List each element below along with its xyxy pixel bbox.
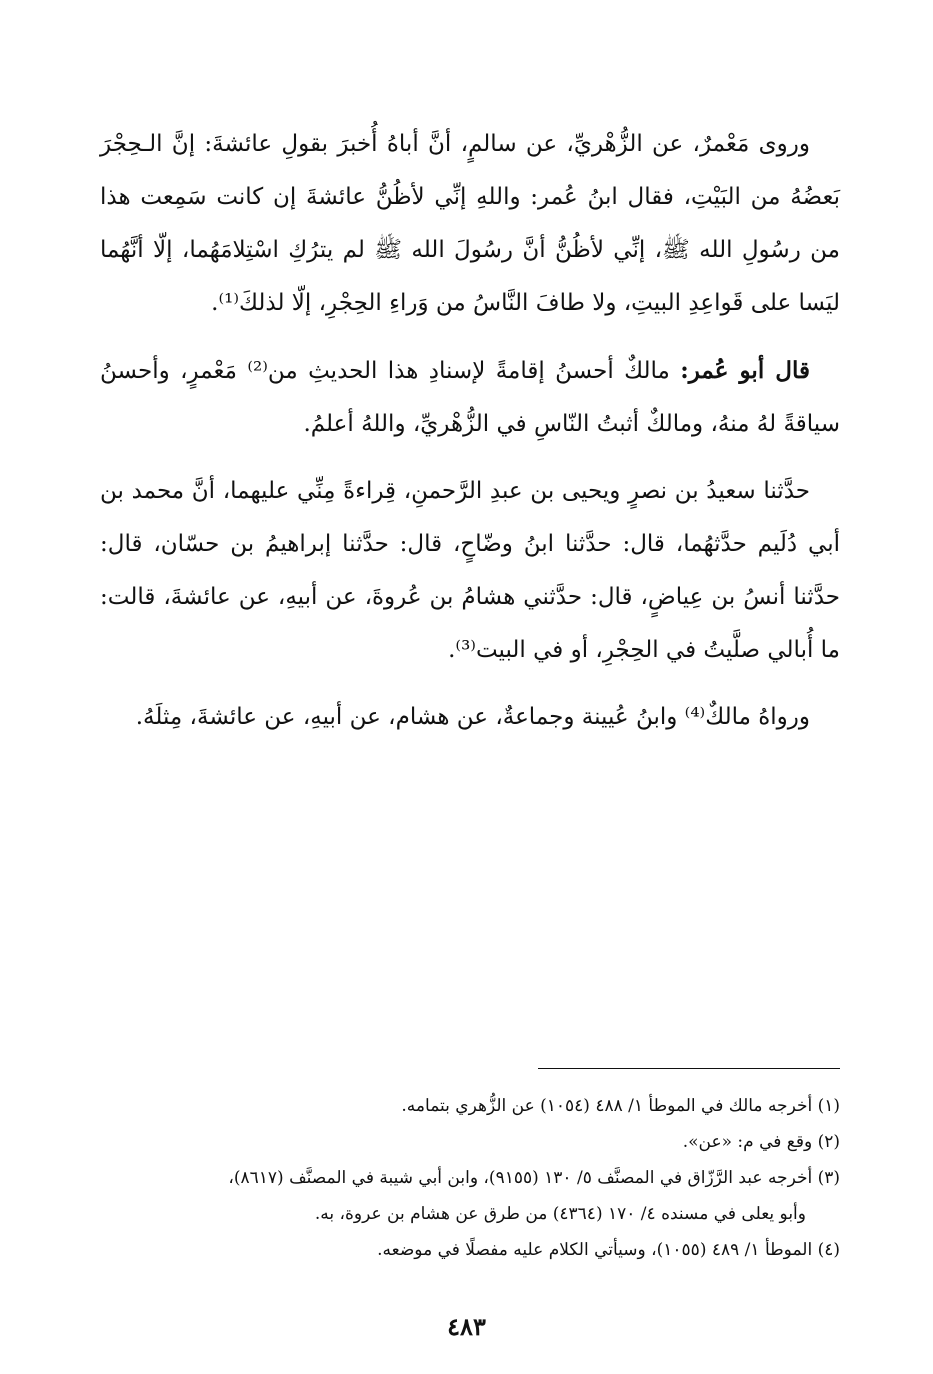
paragraph-4: ورواهُ مالكٌ⁽⁴⁾ وابنُ عُيينة وجماعةٌ، عن هشام، عن أبيهِ، عن عائشةَ، مِثلَهُ. (135, 704, 810, 730)
footnote-3-continuation: وأبو يعلى في مسنده ٤/ ١٧٠ (٤٣٦٤) من طرق عن هشام بن عروة، به. (314, 1204, 806, 1224)
footnote-2: (٢) وقع في م: «عن». (682, 1132, 840, 1152)
footnote-separator (538, 1068, 840, 1069)
footnote-3: (٣) أخرجه عبد الرَّزّاق في المصنَّف ٥/ ١٣٠ (٩١٥٥)، وابن أبي شيبة في المصنَّف (٨٦١٧)، (228, 1168, 840, 1188)
paragraph-2-text: مالكٌ أحسنُ إقامةً لإسنادِ هذا الحديثِ من⁽²⁾ مَعْمرٍ، وأحسنُ سياقةً لهُ منهُ، ومالكٌ أثبتُ النّاسِ في الزُّهْريِّ، واللهُ أعلمُ. (100, 358, 840, 437)
paragraph-3: حدَّثنا سعيدُ بن نصرٍ ويحيى بن عبدِ الرَّحمنِ، قِراءةً مِنِّي عليهما، أنَّ محمد بن أبي دُلَيم حدَّثهُما، قال: حدَّثنا ابنُ وضّاحٍ، قال: حدَّثنا إبراهيمُ بن حسّان، قال: حدَّثنا أنسُ بن عِياضٍ، قال: حدَّثني هشامُ بن عُروةَ، عن أبيهِ، عن عائشةَ، قالت: ما أُبالي صلَّيتُ في الحِجْرِ، أو في البيت⁽³⁾. (100, 478, 840, 663)
paragraph-1: وروى مَعْمرٌ، عن الزُّهْريِّ، عن سالمٍ، أنَّ أباهُ أُخبرَ بقولِ عائشةَ: إنَّ الـحِجْرَ بَعضُهُ من البَيْتِ، فقال ابنُ عُمر: واللهِ إنِّي لأظُنُّ عائشةَ إن كانت سَمِعت هذا من رسُولِ الله ﷺ، إنِّي لأظُنُّ أنَّ رسُولَ الله ﷺ لم يترُكِ اسْتِلامَهُما، إلّا أنَّهُما ليَسا على قَواعِدِ البيتِ، ولا طافَ النَّاسُ من وَراءِ الحِجْرِ، إلّا لذلكَ⁽¹⁾. (100, 131, 840, 316)
paragraph-2 (100, 344, 840, 451)
footnote-1: (١) أخرجه مالك في الموطأ ١/ ٤٨٨ (١٠٥٤) عن الزُّهري بتمامه. (401, 1096, 840, 1116)
paragraph-2-lead: قال أبو عُمر: (680, 357, 810, 384)
footnote-4: (٤) الموطأ ١/ ٤٨٩ (١٠٥٥)، وسيأتي الكلام عليه مفصلًا في موضعه. (377, 1240, 840, 1260)
footnotes (100, 1088, 840, 1268)
main-text (100, 118, 840, 758)
page-number: ٤٨٣ (447, 1312, 486, 1341)
